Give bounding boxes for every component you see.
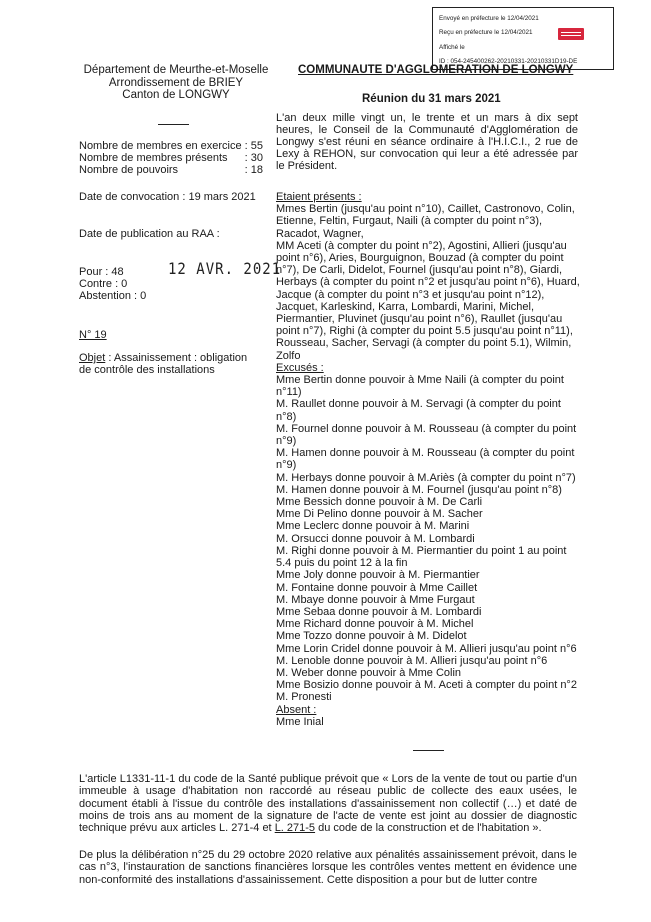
department-line: Département de Meurthe-et-Moselle — [83, 64, 269, 76]
excused-line: 5.4 puis du point 12 à la fin — [276, 557, 408, 570]
stamp-id: ID : 054-245400262-20210331-20210331D19-DE — [439, 58, 578, 65]
canton-line: Canton de LONGWY — [122, 89, 230, 101]
excused-line: Mme Lorin Cridel donne pouvoir à M. Allieri jusqu'au point n°6 — [276, 642, 577, 655]
absent-label: Absent : — [276, 703, 317, 716]
present-line: Jacquet, Karleskind, Karra, Lombardi, Marini, Michel, — [276, 300, 534, 313]
present-line: Rousseau, Sacher, Servagi (à compter du point 5.1), Wilmin, — [276, 337, 572, 350]
deliberation-number: N° 19 — [79, 329, 107, 341]
excused-line: M. Hamen donne pouvoir à M. Fournel (jusqu'au point n°8) — [276, 483, 562, 496]
object-block — [79, 353, 257, 376]
prefecture-logo-icon — [558, 28, 584, 40]
stat-label: Nombre de membres présents — [79, 152, 228, 164]
department-header — [56, 64, 296, 102]
excused-line: M. Herbays donne pouvoir à M.Ariès (à compter du point n°7) — [276, 471, 576, 484]
attendance-block — [276, 191, 586, 728]
present-line: point n°7), Righi (à compter du point 5.5 jusqu'au point n°11), — [276, 325, 573, 338]
excused-line: n°8) — [276, 410, 297, 423]
excused-line: M. Fournel donne pouvoir à M. Rousseau (à compter du point — [276, 422, 577, 435]
present-line: point n°6), Aries, Bourguignon, Bouzad (à compter du point — [276, 252, 564, 265]
present-line: n°7), De Carli, Didelot, Fournel (jusqu'au point n°8), Giardi, — [276, 264, 563, 277]
vote-against: Contre : 0 — [79, 278, 128, 290]
excused-line: M. Weber donne pouvoir à Mme Colin — [276, 666, 462, 679]
absent-list — [276, 716, 586, 728]
object-label: Objet — [79, 352, 106, 364]
raa-date-stamp: 12 AVR. 2021 — [168, 260, 282, 279]
excused-line: M. Hamen donne pouvoir à M. Rousseau (à compter du point — [276, 447, 575, 460]
object-text: : Assainissement : obligation de contrôle des installations — [79, 352, 248, 376]
vote-block — [79, 266, 146, 302]
excused-label: Excusés : — [276, 361, 324, 374]
body-divider — [413, 750, 444, 751]
vote-abstention: Abstention : 0 — [79, 290, 147, 302]
excused-line: M. Mbaye donne pouvoir à Mme Furgaut — [276, 593, 475, 606]
excused-line: M. Lenoble donne pouvoir à M. Allieri jusqu'au point n°6 — [276, 654, 548, 667]
header-divider — [158, 124, 189, 125]
excused-line: Mme Bosizio donne pouvoir à M. Aceti à compter du point n°2 — [276, 679, 577, 692]
stat-value: : 55 — [244, 140, 263, 152]
excused-line: Mme Bertin donne pouvoir à Mme Naili (à compter du point — [276, 374, 564, 387]
present-line: Mmes Bertin (jusqu'au point n°10), Caillet, Castronovo, Colin, — [276, 203, 575, 216]
present-line: MM Aceti (à compter du point n°2), Agostini, Allieri (jusqu'au — [276, 239, 567, 252]
article-link[interactable]: L. 271-5 — [274, 822, 316, 835]
present-line: Racadot, Wagner, — [276, 227, 364, 240]
excused-line: n°11) — [276, 386, 302, 399]
vote-for: Pour : 48 — [79, 266, 124, 278]
present-label: Etaient présents : — [276, 191, 362, 203]
prefecture-stamp — [432, 7, 614, 70]
excused-line: n°9) — [276, 435, 297, 448]
excused-line: Mme Richard donne pouvoir à M. Michel — [276, 618, 474, 631]
excused-line: Mme Bessich donne pouvoir à M. De Carli — [276, 496, 483, 509]
present-line: Piermantier, Pluvinet (jusqu'au point n°6), Raullet (jusqu'au — [276, 313, 563, 326]
article-text-end: du code de la construction et de l'habitation ». — [315, 822, 542, 835]
excused-line: M. Fontaine donne pouvoir à Mme Caillet — [276, 581, 478, 594]
stat-row — [79, 165, 263, 177]
excused-line: M. Pronesti — [276, 691, 332, 704]
stamp-posted: Affiché le — [439, 44, 465, 51]
arrondissement-line: Arrondissement de BRIEY — [108, 76, 244, 89]
present-line: Herbays (à compter du point n°2 et jusqu'au point n°6), Huard, — [276, 276, 580, 289]
org-title: COMMUNAUTE D'AGGLOMERATION DE LONGWY — [298, 64, 574, 76]
excused-list — [276, 374, 586, 703]
meeting-title: Réunion du 31 mars 2021 — [362, 93, 501, 105]
raa-label: Date de publication au RAA : — [79, 228, 220, 240]
absent-line: Mme Inial — [276, 715, 324, 728]
penalty-paragraph: De plus la délibération n°25 du 29 octobre 2020 relative aux pénalités assainissement prévoit, dans le cas n°3, l'instauration de sanctions financières lorsque les contrôles ventes mettent en évidence une non-conformité des installations d'assainissement. Cette disposition a pour but de lutter contre — [79, 849, 577, 886]
article-text: L'article L1331-11-1 du code de la Santé publique prévoit que « Lors de la vente de tout ou partie d'un immeuble à usage d'habitation non raccordé au réseau public de collecte des eaux usées, le document établi à l'issue du contrôle des installations d'assainissement non collectif (…) et daté de moins de trois ans au moment de la signature de l'acte de vente est joint au dossier de diagnostic technique prévu aux articles L. 271-4 et — [79, 773, 577, 835]
excused-line: M. Orsucci donne pouvoir à M. Lombardi — [276, 532, 475, 545]
present-line: Zolfo — [276, 349, 301, 362]
stats-block — [79, 141, 263, 177]
stat-label: Nombre de pouvoirs — [79, 164, 179, 176]
stat-label: Nombre de membres en exercice — [79, 140, 242, 152]
excused-line: Mme Di Pelino donne pouvoir à M. Sacher — [276, 508, 483, 521]
intro-paragraph: L'an deux mille vingt un, le trente et un mars à dix sept heures, le Conseil de la Communauté d'Agglomération de Longwy s'est réuni en séance ordinaire à l'H.I.C.I., 2 rue de Lexy à REHON, sur convocation qui leur a été adressée par le Président. — [276, 112, 578, 172]
present-list — [276, 203, 586, 362]
excused-line: M. Righi donne pouvoir à M. Piermantier du point 1 au point — [276, 544, 567, 557]
excused-line: n°9) — [276, 459, 297, 472]
stamp-received: Reçu en préfecture le 12/04/2021 — [439, 29, 533, 36]
present-line: Jacque (à compter du point n°3 et jusqu'au point n°12), — [276, 288, 545, 301]
excused-line: Mme Tozzo donne pouvoir à M. Didelot — [276, 630, 467, 643]
stat-value: : 30 — [244, 152, 263, 164]
article-paragraph — [79, 773, 577, 834]
convocation-date: Date de convocation : 19 mars 2021 — [79, 191, 256, 203]
present-line: Etienne, Feltin, Furgaut, Naili (à compter du point n°3), — [276, 215, 543, 228]
stamp-sent: Envoyé en préfecture le 12/04/2021 — [439, 15, 539, 22]
excused-line: Mme Joly donne pouvoir à M. Piermantier — [276, 569, 480, 582]
excused-line: Mme Leclerc donne pouvoir à M. Marini — [276, 520, 470, 533]
stat-value: : 18 — [244, 164, 263, 176]
excused-line: M. Raullet donne pouvoir à M. Servagi (à compter du point — [276, 398, 561, 411]
excused-line: Mme Sebaa donne pouvoir à M. Lombardi — [276, 605, 482, 618]
